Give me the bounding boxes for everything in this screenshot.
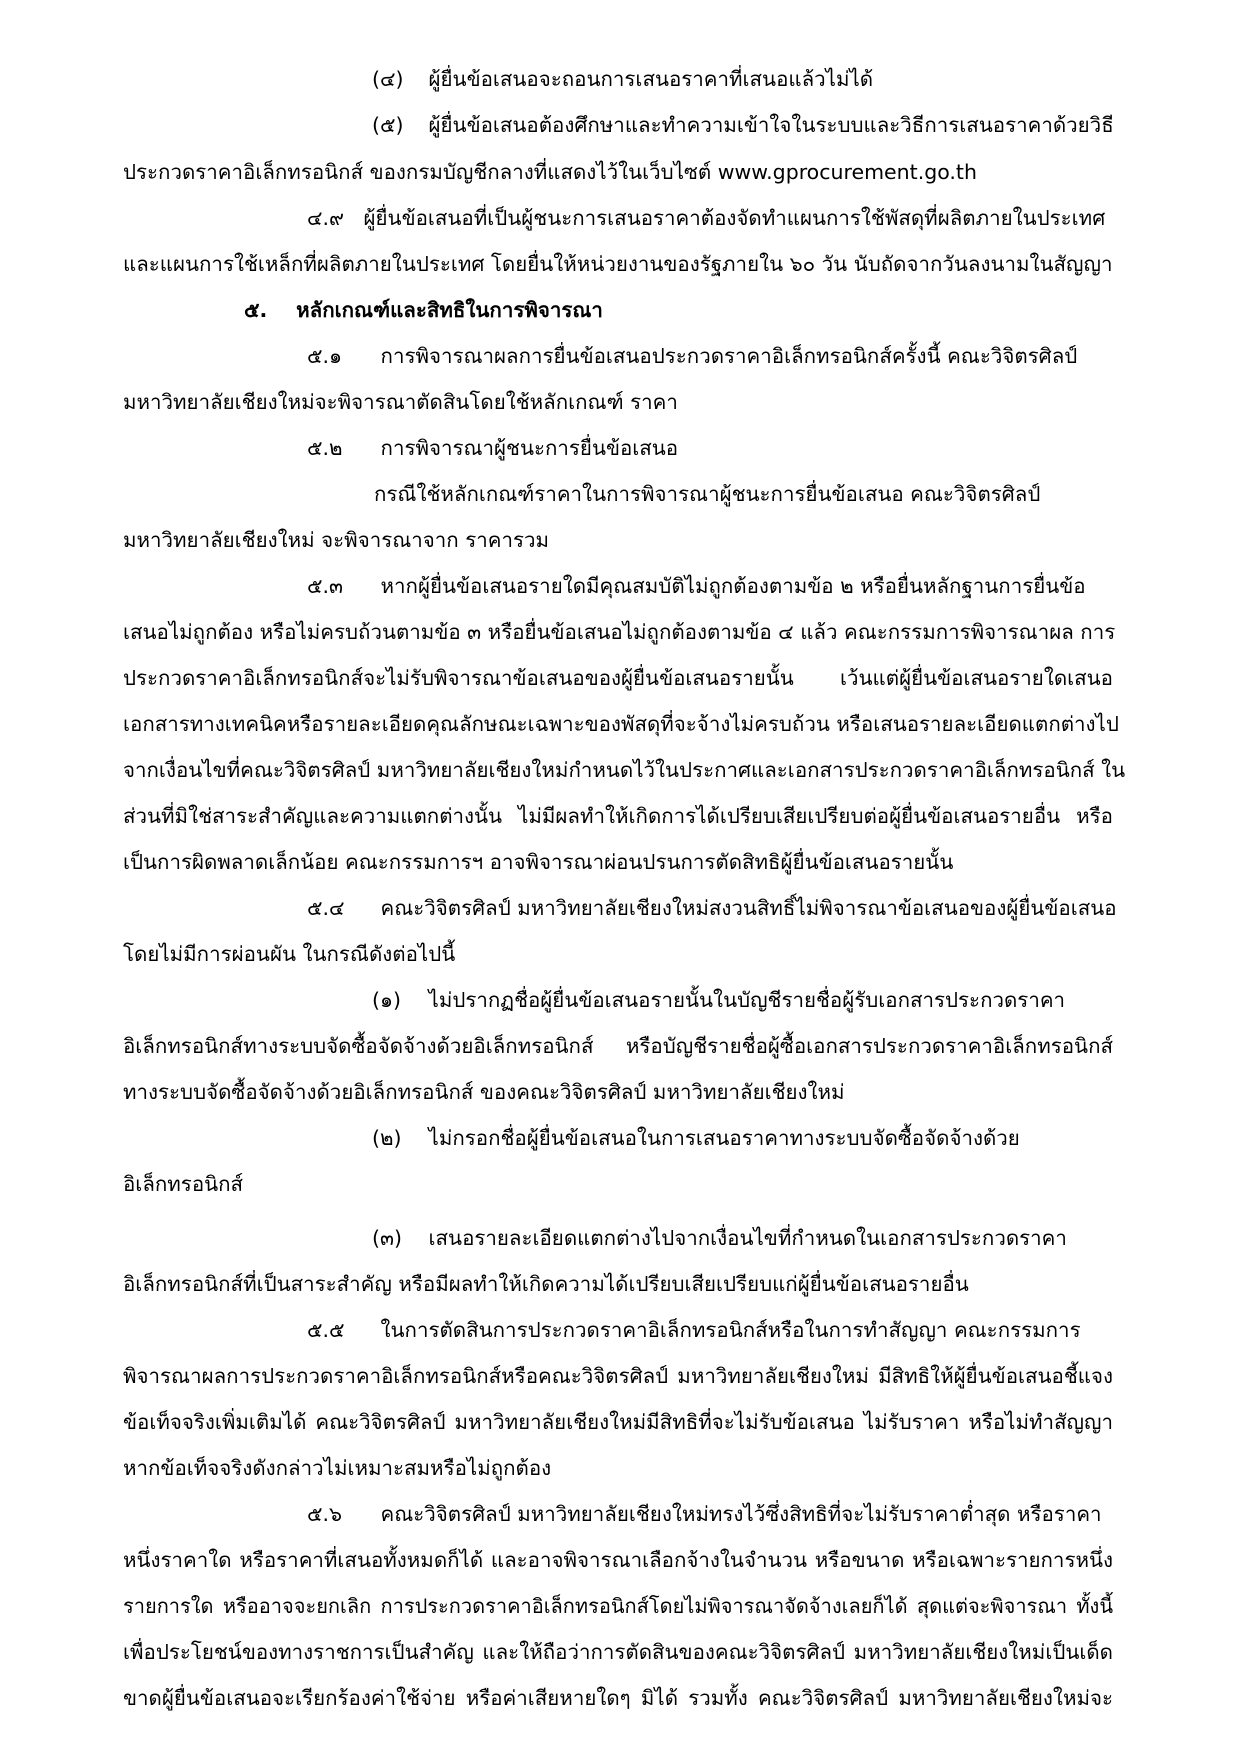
- clause-number: ๔.๙: [307, 206, 345, 230]
- clause-5-6-line: [307, 1499, 1102, 1529]
- clause-number: ๕.๔: [307, 896, 345, 920]
- paragraph-line: ประกวดราคาอิเล็กทรอนิกส์จะไม่รับพิจารณาข้อเสนอของผู้ยื่นข้อเสนอรายนั้น เว้นแต่ผู้ยื่นข้อเสนอรายใดเสนอ: [123, 666, 1113, 690]
- paragraph-line: มหาวิทยาลัยเชียงใหม่จะพิจารณาตัดสินโดยใช้หลักเกณฑ์ ราคา: [123, 390, 678, 414]
- paragraph-line: เป็นการผิดพลาดเล็กน้อย คณะกรรมการฯ อาจพิจารณาผ่อนปรนการตัดสิทธิผู้ยื่นข้อเสนอรายนั้น: [123, 850, 954, 874]
- clause-5-5-line: [307, 1315, 1081, 1345]
- clause-number: ๕.๕: [307, 1318, 345, 1342]
- paragraph-line: ทางระบบจัดซื้อจัดจ้างด้วยอิเล็กทรอนิกส์ ของคณะวิจิตรศิลป์ มหาวิทยาลัยเชียงใหม่: [123, 1080, 845, 1104]
- clause-4-9-line: [307, 203, 1105, 233]
- line-text: คณะวิจิตรศิลป์ มหาวิทยาลัยเชียงใหม่สงวนสิทธิ์ไม่พิจารณาข้อเสนอของผู้ยื่นข้อเสนอ: [380, 896, 1117, 920]
- item-4-line: [372, 64, 873, 94]
- section-title: หลักเกณฑ์และสิทธิในการพิจารณา: [296, 298, 603, 322]
- clause-number: ๕.๓: [307, 574, 344, 598]
- paragraph-line: ส่วนที่มิใช่สาระสำคัญและความแตกต่างนั้น ไม่มีผลทำให้เกิดการได้เปรียบเสียเปรียบต่อผู้ยื่นข้อเสนอรายอื่น หรือ: [123, 804, 1113, 828]
- paragraph-line: ประกวดราคาอิเล็กทรอนิกส์ ของกรมบัญชีกลางที่แสดงไว้ในเว็บไซต์ www.gprocurement.go.th: [123, 160, 977, 184]
- clause-5-1-line: [307, 341, 1077, 371]
- line-text: ผู้ยื่นข้อเสนอจะถอนการเสนอราคาที่เสนอแล้วไม่ได้: [428, 67, 874, 91]
- paragraph-line: เพื่อประโยชน์ของทางราชการเป็นสำคัญ และให้ถือว่าการตัดสินของคณะวิจิตรศิลป์ มหาวิทยาลัยเชียงใหม่เป็นเด็ด: [123, 1640, 1113, 1664]
- item-number: (๕): [372, 113, 404, 137]
- paragraph-line: มหาวิทยาลัยเชียงใหม่ จะพิจารณาจาก ราคารวม: [123, 528, 549, 552]
- item-3-line: [372, 1223, 1067, 1253]
- item-number: (๒): [372, 1126, 402, 1150]
- paragraph-line: จากเงื่อนไขที่คณะวิจิตรศิลป์ มหาวิทยาลัยเชียงใหม่กำหนดไว้ในประกาศและเอกสารประกวดราคาอิเล็กทรอนิกส์ ใน: [123, 758, 1126, 782]
- clause-5-3-line: [307, 571, 1086, 601]
- line-text: คณะวิจิตรศิลป์ มหาวิทยาลัยเชียงใหม่ทรงไว้ซึ่งสิทธิที่จะไม่รับราคาต่ำสุด หรือราคา: [380, 1502, 1102, 1526]
- paragraph-line: ขาดผู้ยื่นข้อเสนอจะเรียกร้องค่าใช้จ่าย หรือค่าเสียหายใดๆ มิได้ รวมทั้ง คณะวิจิตรศิลป์ มหาวิทยาลัยเชียงใหม่จะ: [123, 1686, 1113, 1710]
- line-text: เสนอรายละเอียดแตกต่างไปจากเงื่อนไขที่กำหนดในเอกสารประกวดราคา: [428, 1226, 1067, 1250]
- item-5-line: [372, 110, 1114, 140]
- paragraph-line: รายการใด หรืออาจจะยกเลิก การประกวดราคาอิเล็กทรอนิกส์โดยไม่พิจารณาจัดจ้างเลยก็ได้ สุดแต่จะพิจารณา ทั้งนี้: [123, 1594, 1113, 1618]
- line-text: ผู้ยื่นข้อเสนอต้องศึกษาและทำความเข้าใจในระบบและวิธีการเสนอราคาด้วยวิธี: [428, 113, 1114, 137]
- line-text: ผู้ยื่นข้อเสนอที่เป็นผู้ชนะการเสนอราคาต้องจัดทำแผนการใช้พัสดุที่ผลิตภายในประเทศ: [363, 206, 1106, 230]
- clause-number: ๕.๖: [307, 1502, 343, 1526]
- clause-5-2-line: [307, 433, 678, 463]
- item-number: (๑): [372, 988, 402, 1012]
- paragraph-line: ข้อเท็จจริงเพิ่มเติมได้ คณะวิจิตรศิลป์ มหาวิทยาลัยเชียงใหม่มีสิทธิที่จะไม่รับข้อเสนอ ไม่รับราคา หรือไม่ทำสัญญา: [123, 1410, 1113, 1434]
- clause-5-4-line: [307, 893, 1117, 923]
- paragraph-line: และแผนการใช้เหล็กที่ผลิตภายในประเทศ โดยยื่นให้หน่วยงานของรัฐภายใน ๖๐ วัน นับถัดจากวันลงนามในสัญญา: [123, 252, 1113, 276]
- paragraph-line: อิเล็กทรอนิกส์ที่เป็นสาระสำคัญ หรือมีผลทำให้เกิดความได้เปรียบเสียเปรียบแก่ผู้ยื่นข้อเสนอรายอื่น: [123, 1272, 969, 1296]
- paragraph-line: หากข้อเท็จจริงดังกล่าวไม่เหมาะสมหรือไม่ถูกต้อง: [123, 1456, 552, 1480]
- paragraph-line: เสนอไม่ถูกต้อง หรือไม่ครบถ้วนตามข้อ ๓ หรือยื่นข้อเสนอไม่ถูกต้องตามข้อ ๔ แล้ว คณะกรรมการพิจารณาผล การ: [123, 620, 1116, 644]
- clause-number: ๕.๒: [307, 436, 343, 460]
- paragraph-line: โดยไม่มีการผ่อนผัน ในกรณีดังต่อไปนี้: [123, 942, 456, 966]
- item-number: (๔): [372, 67, 404, 91]
- item-number: (๓): [372, 1226, 403, 1250]
- line-text: การพิจารณาผลการยื่นข้อเสนอประกวดราคาอิเล็กทรอนิกส์ครั้งนี้ คณะวิจิตรศิลป์: [380, 344, 1078, 368]
- line-text: การพิจารณาผู้ชนะการยื่นข้อเสนอ: [380, 436, 679, 460]
- section-number: ๕.: [244, 298, 268, 322]
- line-text: ไม่กรอกชื่อผู้ยื่นข้อเสนอในการเสนอราคาทางระบบจัดซื้อจัดจ้างด้วย: [428, 1126, 1020, 1150]
- item-2-line: [372, 1123, 1020, 1153]
- paragraph-line: กรณีใช้หลักเกณฑ์ราคาในการพิจารณาผู้ชนะการยื่นข้อเสนอ คณะวิจิตรศิลป์: [374, 482, 1041, 506]
- paragraph-line: พิจารณาผลการประกวดราคาอิเล็กทรอนิกส์หรือคณะวิจิตรศิลป์ มหาวิทยาลัยเชียงใหม่ มีสิทธิให้ผู้ยื่นข้อเสนอชี้แจง: [123, 1364, 1113, 1388]
- line-text: ไม่ปรากฏชื่อผู้ยื่นข้อเสนอรายนั้นในบัญชีรายชื่อผู้รับเอกสารประกวดราคา: [428, 988, 1066, 1012]
- paragraph-line: หนึ่งราคาใด หรือราคาที่เสนอทั้งหมดก็ได้ และอาจพิจารณาเลือกจ้างในจำนวน หรือขนาด หรือเฉพาะรายการหนึ่ง: [123, 1548, 1113, 1572]
- line-text: ในการตัดสินการประกวดราคาอิเล็กทรอนิกส์หรือในการทำสัญญา คณะกรรมการ: [380, 1318, 1081, 1342]
- item-1-line: [372, 985, 1065, 1015]
- clause-number: ๕.๑: [307, 344, 343, 368]
- line-text: หากผู้ยื่นข้อเสนอรายใดมีคุณสมบัติไม่ถูกต้องตามข้อ ๒ หรือยื่นหลักฐานการยื่นข้อ: [380, 574, 1086, 598]
- paragraph-line: อิเล็กทรอนิกส์ทางระบบจัดซื้อจัดจ้างด้วยอิเล็กทรอนิกส์ หรือบัญชีรายชื่อผู้ซื้อเอกสารประกวดราคาอิเล็กทรอนิกส์: [123, 1034, 1113, 1058]
- section-5-heading: [244, 295, 603, 325]
- paragraph-line: เอกสารทางเทคนิคหรือรายละเอียดคุณลักษณะเฉพาะของพัสดุที่จะจ้างไม่ครบถ้วน หรือเสนอรายละเอียดแตกต่างไป: [123, 712, 1119, 736]
- paragraph-line: อิเล็กทรอนิกส์: [123, 1172, 244, 1196]
